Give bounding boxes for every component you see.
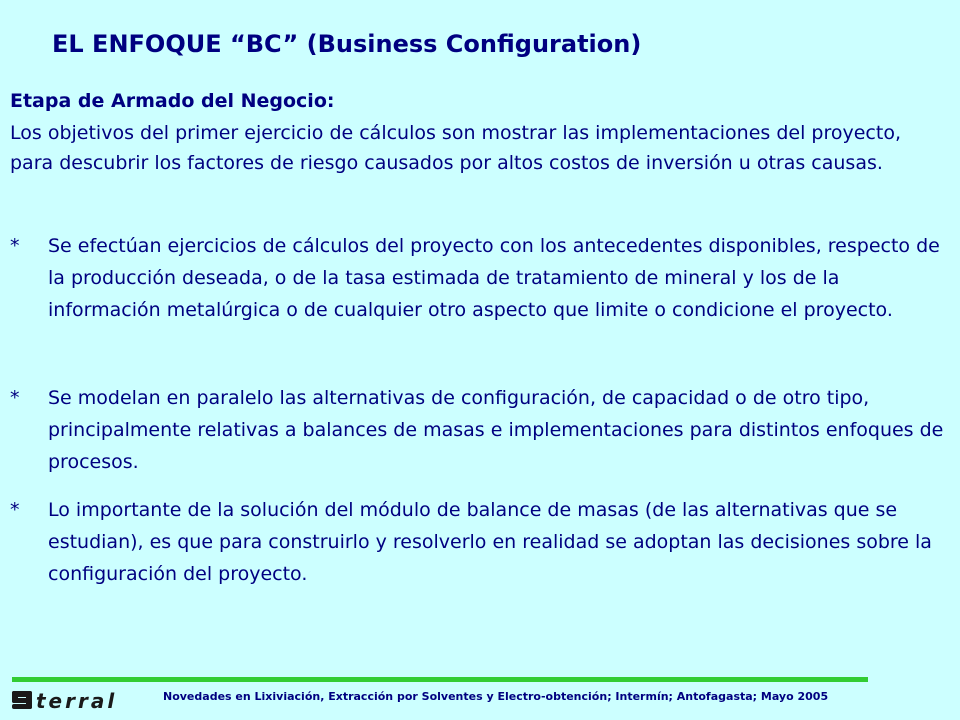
intro-paragraph: Los objetivos del primer ejercicio de cálculos son mostrar las implementaciones del proyecto, para descubrir los factores de riesgo causados por altos costos de inversión u otras causas. (10, 122, 901, 174)
logo-wordmark: terral (36, 689, 118, 712)
terral-logo-graphic (10, 688, 150, 712)
bullet-marker: * (10, 235, 20, 257)
bullet-text: Lo importante de la solución del módulo de balance de masas (de las alternativas que se estudian), es que para construirlo y resolverlo en realidad se adoptan las decisiones sobre la configuración del proyecto. (48, 499, 932, 585)
bullet-text: Se efectúan ejercicios de cálculos del proyecto con los antecedentes disponibles, respecto de la producción deseada, o de la tasa estimada de tratamiento de mineral y los de la información metalúrgica o de cualquier otro aspecto que limite o condicione el proyecto. (48, 235, 940, 321)
footer-caption: Novedades en Lixiviación, Extracción por Solventes y Electro-obtención; Intermín; Antofagasta; Mayo 2005 (163, 690, 829, 703)
footer-divider (12, 677, 868, 682)
slide-title: EL ENFOQUE “BC” (Business Configuration) (52, 30, 642, 58)
terral-logo (10, 688, 150, 716)
bullet-item (10, 494, 950, 590)
bullet-marker: * (10, 387, 20, 409)
bullet-item (10, 382, 950, 478)
slide-subtitle: Etapa de Armado del Negocio: (10, 90, 335, 112)
bullet-text: Se modelan en paralelo las alternativas de configuración, de capacidad o de otro tipo, principalmente relativas a balances de masas e implementaciones para distintos enfoques de procesos. (48, 387, 944, 473)
bullet-marker: * (10, 499, 20, 521)
bullet-item (10, 230, 950, 326)
